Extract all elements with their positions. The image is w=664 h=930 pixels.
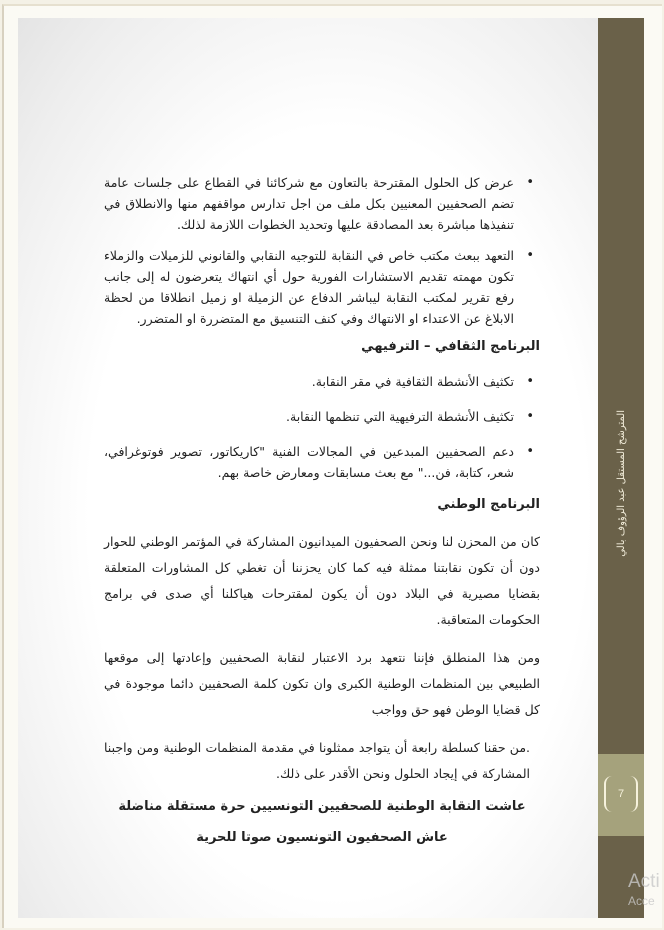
bullet-item: • تكثيف الأنشطة الترفيهية التي تنظمها النقابة. bbox=[104, 406, 540, 427]
paragraph: كان من المحزن لنا ونحن الصحفيون الميدانيون المشاركة في المؤتمر الوطني للحوار دون أن تكون نقابتنا ممثلة فيه كما كان يحزننا أن تغطي كل المشاورات المتعلقة بقضايا مصيرية في البلاد دون أن يكون لمقترحات هياكلنا أي صدى في برامج الحكومات المتعاقبة. bbox=[104, 534, 540, 627]
bullet-item: • التعهد ببعث مكتب خاص في النقابة للتوجيه النقابي والقانوني للزميلات والزملاء تكون مهمته تقديم الاستشارات الفورية حول أي انتهاك يتعرضون له إلى جانب رفع تقرير لمكتب النقابة ليباشر الدفاع عن الزميلة او زميل انطلاقا من لحظة الابلاغ عن الاعتداء او الانتهاك وفي كنف التنسيق مع المتضررة او المتضرر. bbox=[104, 245, 540, 329]
watermark-line-1: Acti bbox=[628, 871, 660, 892]
page-content bbox=[104, 172, 540, 845]
paragraph: .من حقنا كسلطة رابعة أن يتواجد ممثلونا في مقدمة المنظمات الوطنية ومن واجبنا المشاركة في إيجاد الحلول ونحن الأقدر على ذلك. bbox=[104, 740, 530, 781]
page-number: 7 bbox=[617, 788, 625, 800]
bullet-item: • عرض كل الحلول المقترحة بالتعاون مع شركائنا في القطاع على جلسات عامة تضم الصحفيين المعنيين بكل ملف من اجل تدارس مواقفهم منها والانطلاق في تنفيذها مباشرة بعد المصادقة عليها وتحديد الخطوات اللازمة لذلك. bbox=[104, 172, 540, 235]
activation-watermark bbox=[628, 872, 660, 907]
slogan: عاش الصحفيون التونسيون صوتا للحرية bbox=[196, 830, 448, 845]
page-number-bracket bbox=[604, 776, 638, 812]
paragraph: ومن هذا المنطلق فإننا نتعهد برد الاعتبار لنقابة الصحفيين وإعادتها إلى موقعها الطبيعي بين المنظمات الوطنية الكبرى وان تكون كلمة الصحفيين دائما موجودة في كل قضايا الوطن فهو حق وواجب bbox=[104, 650, 540, 717]
candidate-name-vertical bbox=[598, 388, 644, 578]
bullet-item: • تكثيف الأنشطة الثقافية في مقر النقابة. bbox=[104, 371, 540, 392]
candidate-name: المترشح المستقل عبد الرؤوف بالي bbox=[615, 409, 627, 557]
section-heading-national: البرنامج الوطني bbox=[437, 497, 540, 512]
watermark-line-2: Acce bbox=[628, 894, 655, 908]
page-number-box bbox=[598, 754, 644, 836]
slogan: عاشت النقابة الوطنية للصحفيين التونسيين حرة مستقلة مناضلة bbox=[118, 799, 526, 814]
bullet-item: • دعم الصحفيين المبدعين في المجالات الفنية "كاريكاتور، تصوير فوتوغرافي، شعر، كتابة، فن..." مع بعث مسابقات ومعارض خاصة بهم. bbox=[104, 441, 540, 483]
section-heading-cultural: البرنامج الثقافي – الترفيهي bbox=[361, 339, 540, 354]
